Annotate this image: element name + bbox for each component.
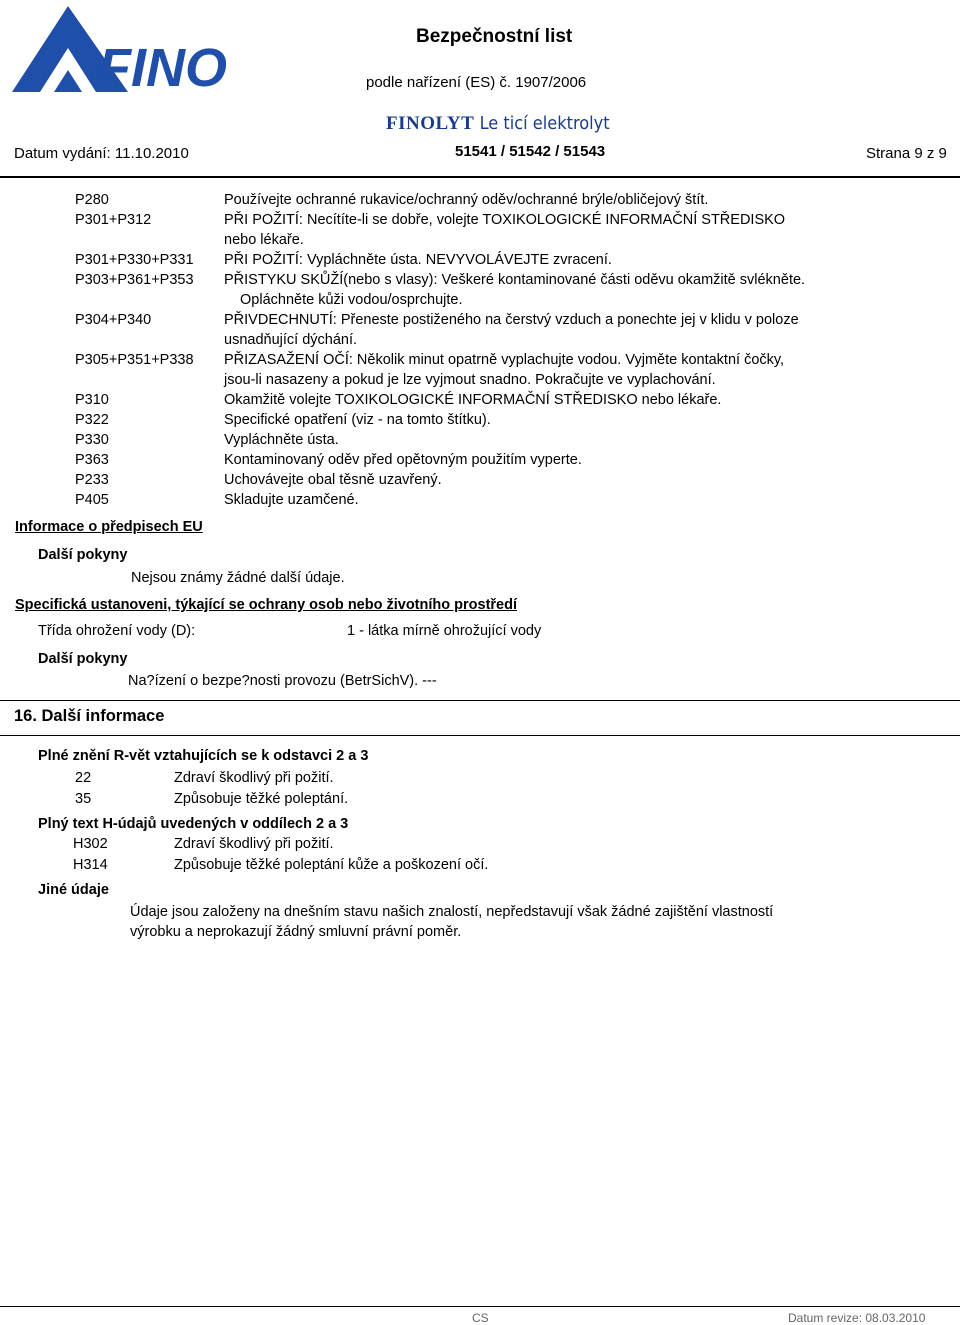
eu-further-text: Nejsou známy žádné další údaje.	[131, 570, 345, 586]
other-info-label: Jiné údaje	[38, 882, 109, 898]
water-hazard-value: 1 - látka mírně ohrožující vody	[347, 623, 542, 639]
p-code: P304+P340	[75, 312, 152, 328]
specific-further-text: Na?ízení o bezpe?nosti provozu (BetrSichV). ---	[128, 673, 437, 689]
p-code: P363	[75, 452, 109, 468]
page-number: Strana 9 z 9	[866, 145, 947, 162]
document-title: Bezpečnostní list	[416, 26, 573, 47]
h-phrases-heading: Plný text H-údajů uvedených v oddílech 2 a 3	[38, 816, 349, 832]
revision-date: Datum revize: 08.03.2010	[788, 1311, 926, 1325]
p-text: nebo lékaře.	[224, 232, 304, 248]
p-code: P233	[75, 472, 109, 488]
footer-divider	[0, 1306, 960, 1307]
p-text: jsou-li nasazeny a pokud je lze vyjmout snadno. Pokračujte ve vyplachování.	[224, 372, 716, 388]
regulation-subtitle: podle nařízení (ES) č. 1907/2006	[366, 74, 587, 91]
p-text: usnadňující dýchání.	[224, 332, 358, 348]
language-code: CS	[472, 1311, 489, 1325]
p-code: P310	[75, 392, 109, 408]
specific-further-label: Další pokyny	[38, 651, 128, 667]
r-code: 22	[75, 770, 92, 786]
other-info-text: výrobku a neprokazují žádný smluvní právní poměr.	[130, 924, 462, 940]
page-header	[0, 0, 960, 178]
h-code: H314	[73, 857, 108, 873]
r-code: 35	[75, 791, 92, 807]
p-text: Vypláchněte ústa.	[224, 432, 339, 448]
p-code: P303+P361+P353	[75, 272, 194, 288]
r-text: Zdraví škodlivý při požití.	[174, 770, 334, 786]
p-text: Okamžitě volejte TOXIKOLOGICKÉ INFORMAČNÍ STŘEDISKO nebo lékaře.	[224, 392, 722, 408]
other-info-text: Údaje jsou založeny na dnešním stavu našich znalostí, nepředstavují však žádné zajištění vlastností	[130, 904, 774, 920]
h-text: Zdraví škodlivý při požití.	[174, 836, 334, 852]
water-hazard-label: Třída ohrožení vody (D):	[38, 623, 196, 639]
p-code: P305+P351+P338	[75, 352, 194, 368]
r-phrases-heading: Plné znění R-vět vztahujících se k odstavci 2 a 3	[38, 748, 369, 764]
p-text: PŘI POŽITÍ: Necítíte-li se dobře, volejte TOXIKOLOGICKÉ INFORMAČNÍ STŘEDISKO	[224, 212, 786, 228]
product-descriptor: Le ticí elektrolyt	[479, 113, 610, 134]
eu-info-heading: Informace o předpisech EU	[15, 519, 203, 535]
section-16-title: 16. Další informace	[14, 707, 165, 725]
p-text: PŘIVDECHNUTÍ: Přeneste postiženého na čerstvý vzduch a ponechte jej v klidu v poloze	[224, 312, 799, 328]
p-text: Specifické opatření (viz - na tomto štítku).	[224, 412, 491, 428]
r-text: Způsobuje těžké poleptání.	[174, 791, 349, 807]
p-code: P301+P330+P331	[75, 252, 194, 268]
p-text: Opláchněte kůži vodou/osprchujte.	[240, 292, 463, 308]
p-code: P280	[75, 192, 109, 208]
p-text: Uchovávejte obal těsně uzavřený.	[224, 472, 442, 488]
p-text: Skladujte uzamčené.	[224, 492, 359, 508]
product-numbers: 51541 / 51542 / 51543	[455, 143, 606, 160]
p-code: P330	[75, 432, 109, 448]
p-text: PŘI POŽITÍ: Vypláchněte ústa. NEVYVOLÁVEJTE zvracení.	[224, 252, 612, 268]
p-text: PŘISTYKU SKŮŽÍ(nebo s vlasy): Veškeré kontaminované části oděvu okamžitě svlékněte.	[224, 272, 806, 288]
section-16-header	[0, 700, 960, 736]
p-code: P405	[75, 492, 109, 508]
p-text: Používejte ochranné rukavice/ochranný oděv/ochranné brýle/obličejový štít.	[224, 192, 709, 208]
p-code: P301+P312	[75, 212, 152, 228]
header-divider	[0, 176, 960, 178]
product-brand: FINOLYT	[386, 113, 475, 134]
p-text: Kontaminovaný oděv před opětovným použitím vyperte.	[224, 452, 582, 468]
logo-graphic	[10, 2, 230, 94]
p-text: PŘIZASAŽENÍ OČÍ: Několik minut opatrně vyplachujte vodou. Vyjměte kontaktní čočky,	[224, 352, 785, 368]
issue-date: Datum vydání: 11.10.2010	[14, 145, 189, 162]
p-code: P322	[75, 412, 109, 428]
fino-logo	[10, 2, 230, 94]
specific-provisions-heading: Specifická ustanoveni, týkající se ochrany osob nebo životního prostředí	[15, 597, 517, 613]
svg-text:FINO: FINO	[98, 38, 227, 94]
product-name	[386, 113, 610, 135]
h-text: Způsobuje těžké poleptání kůže a poškození očí.	[174, 857, 489, 873]
eu-further-label: Další pokyny	[38, 547, 128, 563]
h-code: H302	[73, 836, 108, 852]
